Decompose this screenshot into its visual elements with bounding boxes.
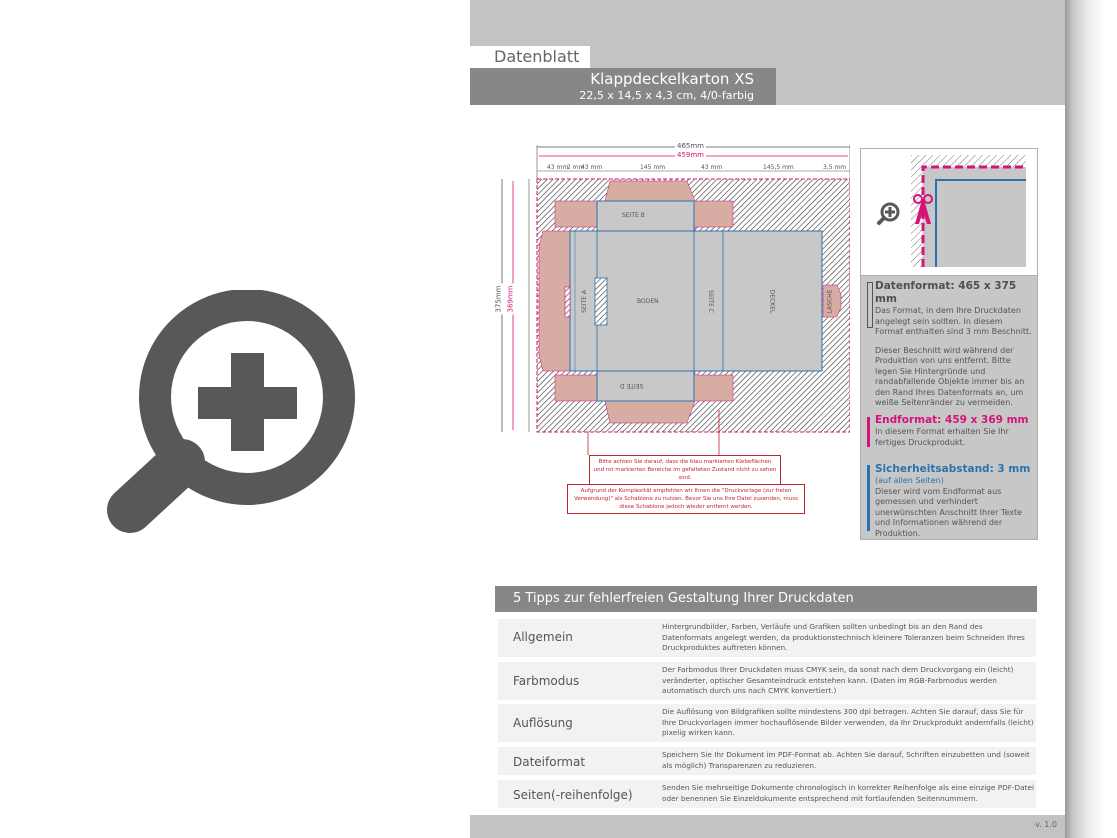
product-subtitle: 22,5 x 14,5 x 4,3 cm, 4/0-farbig	[579, 89, 754, 102]
tip-row	[498, 704, 1036, 742]
dieline-diagram	[495, 135, 850, 520]
endformat-title: Endformat: 459 x 369 mm	[875, 414, 1029, 426]
datasheet-page	[470, 0, 1065, 838]
note-template: Aufgrund der Komplexität empfehlen wir Ihnen die "Druckvorlage (zur freien Verwendung)" als Schablone zu nutzen. Bevor Sie uns Ihre Datei zusenden, muss diese Schablone jedoch wieder entfernt werden.	[567, 484, 805, 514]
footer-band	[470, 815, 1065, 838]
tip-label: Seiten(-reihenfolge)	[513, 788, 633, 802]
tip-label: Auflösung	[513, 716, 573, 730]
total-width-label: 465mm	[677, 142, 704, 150]
panel-deckel: DECKEL	[768, 289, 776, 314]
panel-lasche: LASCHE	[826, 289, 834, 314]
tip-row	[498, 747, 1036, 775]
doc-type-label: Datenblatt	[470, 46, 590, 68]
tip-row	[498, 619, 1036, 657]
final-height-label: 369mm	[506, 285, 515, 313]
version-label: v. 1.0	[1035, 820, 1057, 829]
width-segment: 145,5 mm	[763, 164, 794, 171]
width-segment: 43 mm	[581, 164, 603, 171]
tip-text: Hintergrundbilder, Farben, Verläufe und Grafiken sollten unbedingt bis an den Rand des Datenformats angelegt werden, da produktionstechnisch kleinere Toleranzen beim Schneiden Ihres Druckproduktes auftreten können.	[662, 622, 1025, 652]
panel-seite-d: SEITE D	[620, 382, 644, 389]
tip-label: Dateiformat	[513, 755, 586, 769]
title-bar	[470, 68, 776, 105]
tip-text: Senden Sie mehrseitige Dokumente chronologisch in korrekter Reihenfolge als eine einzige PDF-Datei oder benennen Sie Einzeldokumente entsprechend mit fortlaufenden Seitennummern.	[662, 783, 1035, 803]
width-segment: 43 mm	[547, 164, 569, 171]
width-segment: 145 mm	[640, 164, 666, 171]
tip-label: Farbmodus	[513, 674, 580, 688]
width-segment: 43 mm	[701, 164, 723, 171]
safety-section	[865, 463, 1033, 539]
tip-label: Allgemein	[513, 630, 573, 644]
panel-seite-a: SEITE A	[580, 290, 588, 313]
tips-header: 5 Tipps zur fehlerfreien Gestaltung Ihrer Druckdaten	[495, 586, 1037, 612]
safety-text: Dieser wird vom Endformat aus gemessen und verhindert unerwünschten Anschnitt Ihrer Texte und Informationen während der Produktion.	[875, 486, 1023, 538]
tip-text: Die Auflösung von Bildgrafiken sollte mindestens 300 dpi betragen. Achten Sie darauf, dass Sie für Ihre Druckvorlagen immer hochauflösende Bilder verwenden, da Ihr Druckprodukt andernfalls (leicht) pixelig wirken kann.	[662, 707, 1034, 737]
panel-seite-b: SEITE B	[622, 212, 645, 219]
zoom-in-icon[interactable]	[100, 290, 440, 590]
tip-row	[498, 662, 1036, 700]
product-title: Klappdeckelkarton XS	[590, 70, 754, 88]
datenformat-title: Datenformat: 465 x 375 mm	[875, 280, 1017, 305]
panel-boden: BODEN	[637, 298, 659, 305]
datenformat-text: Das Format, in dem Ihre Druckdaten angelegt sein sollten. In diesem Format enthalten sind 3 mm Beschnitt.	[875, 306, 1032, 336]
panel-seite-c: SEITE C	[706, 290, 714, 313]
safety-subtitle: (auf allen Seiten)	[875, 476, 944, 485]
width-segment: 2 mm	[567, 164, 585, 171]
safety-title: Sicherheitsabstand: 3 mm	[875, 463, 1031, 475]
format-info-panel	[860, 148, 1038, 540]
bleed-text: Dieser Beschnitt wird während der Produktion von uns entfernt. Bitte legen Sie Hintergründe und randabfallende Objekte immer bis an den Rand Ihres Datenformats an, um weiße Seitenränder zu vermeiden.	[875, 345, 1025, 407]
note-glue-areas: Bitte achten Sie darauf, dass die blau markierten Klebeflächen und rot markierten Bereiche im gefalteten Zustand nicht zu sehen sind.	[589, 455, 781, 485]
width-segment: 3,5 mm	[823, 164, 847, 171]
zoom-in-icon-small	[879, 204, 898, 223]
tip-text: Speichern Sie Ihr Dokument im PDF-Format ab. Achten Sie darauf, Schriften einzubetten und (soweit als möglich) Transparenzen zu reduzieren.	[662, 750, 1030, 770]
datenformat-section	[865, 280, 1033, 409]
total-height-label: 375mm	[494, 285, 503, 313]
endformat-text: In diesem Format erhalten Sie Ihr fertiges Druckprodukt.	[875, 427, 1009, 447]
endformat-section	[865, 414, 1033, 448]
final-width-label: 459mm	[677, 151, 704, 159]
page-shadow	[1065, 0, 1105, 838]
tip-text: Der Farbmodus Ihrer Druckdaten muss CMYK sein, da sonst nach dem Druckvorgang ein (leicht) veränderter, optischer Gesamteindruck entstehen kann. (Daten im RGB-Farbmodus werden automatisch durch uns nach CMYK konvertiert.)	[662, 665, 1014, 695]
tip-row	[498, 780, 1036, 808]
bleed-illustration	[861, 149, 1037, 276]
